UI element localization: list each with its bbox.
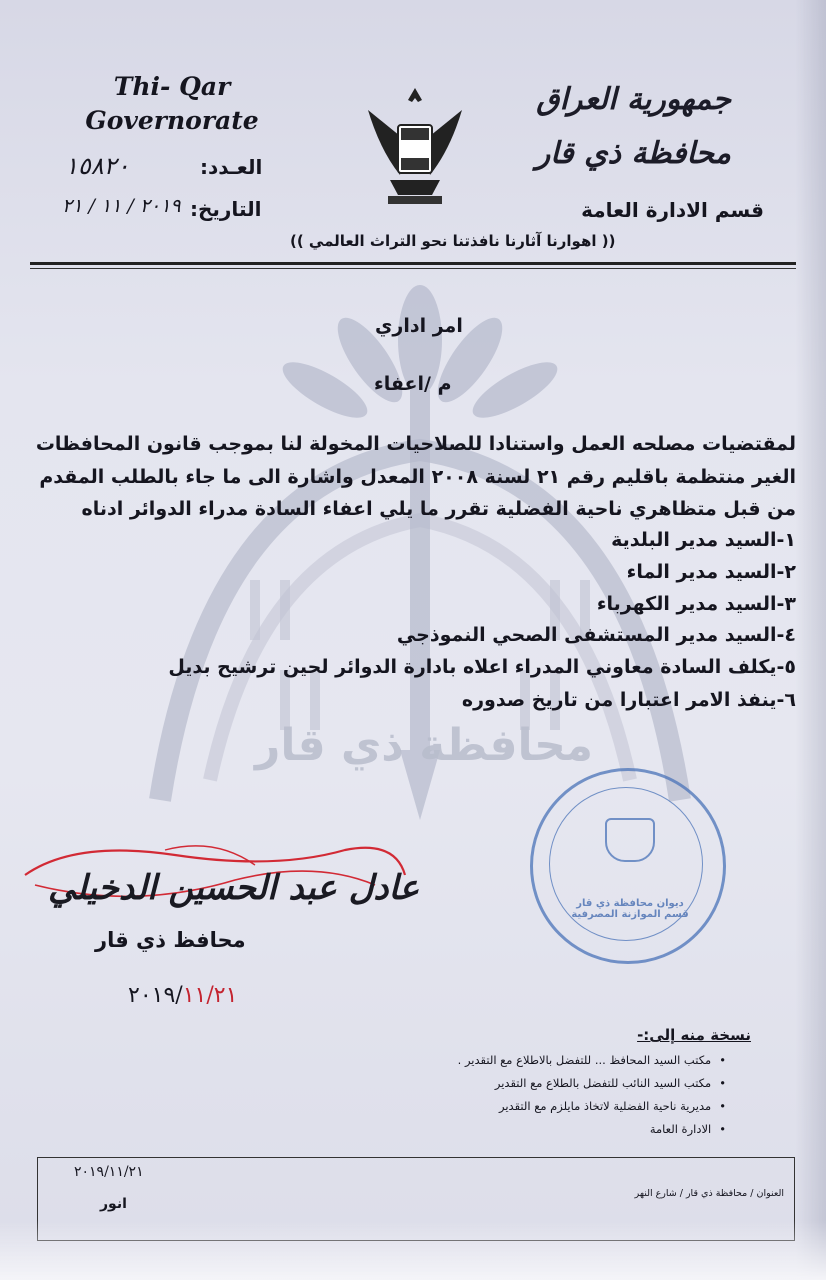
iraq-emblem-icon (360, 80, 470, 210)
order-item-1: ١-السيد مدير البلدية (611, 529, 796, 551)
signature-date: ٢٠١٩/١١/٢١ (128, 983, 238, 1008)
copy-item-4: • الادارة العامة (650, 1122, 726, 1136)
stamp-inner-ring (549, 787, 703, 941)
order-item-4: ٤-السيد مدير المستشفى الصحي النموذجي (396, 624, 796, 646)
header-governorate: محافظة ذي قار (535, 136, 731, 171)
order-item-6: ٦-ينفذ الامر اعتبارا من تاريخ صدوره (461, 689, 796, 711)
footer-date: ٢٠١٩/١١/٢١ (74, 1164, 144, 1180)
copy-item-3: • مديرية ناحية الفضلية لاتخاذ مايلزم مع التقدير (499, 1099, 726, 1113)
page-edge-shadow (796, 0, 826, 1280)
header-department: قسم الادارة العامة (581, 198, 764, 222)
footer-address: العنوان / محافظة ذي قار / شارع النهر (634, 1188, 784, 1199)
copy-item-2: • مكتب السيد النائب للتفضل بالطلاع مع التقدير (495, 1076, 726, 1090)
order-item-5: ٥-يكلف السادة معاوني المدراء اعلاه بادارة الدوائر لحين ترشيح بديل (168, 656, 796, 678)
header-rule-thin (30, 268, 796, 269)
body-line-3: من قبل متظاهري ناحية الفضلية تقرر ما يلي اعفاء السادة مدراء الدوائر ادناه (81, 498, 796, 520)
motto: (( اهوارنا آثارنا نافذتنا نحو التراث العالمي )) (290, 232, 616, 250)
stamp-eagle-icon (605, 818, 655, 862)
copies-heading: نسخة منه إلى:- (637, 1026, 751, 1044)
watermark-text: محافظة ذي قار (255, 720, 594, 771)
signature-date-day: ٢١ (213, 983, 238, 1008)
signature-date-month: ١١ (182, 983, 207, 1008)
date-label: التاريخ: (190, 197, 262, 221)
stamp-text: ديوان محافظة ذي قار قسم الموازنة المصرفية (571, 898, 689, 920)
signature-title: محافظ ذي قار (95, 928, 246, 952)
date-value: ٢٠١٩ / ١١ / ٢١ (62, 195, 181, 217)
copy-item-1: • مكتب السيد المحافظ ... للتفضل بالاطلاع مع التقدير . (458, 1053, 726, 1067)
order-item-3: ٣-السيد مدير الكهرباء (596, 593, 796, 615)
header-rule-thick (30, 262, 796, 265)
page-bottom-fold (0, 1220, 826, 1280)
header-en-line1: Thi- Qar (113, 72, 231, 101)
body-line-1: لمقتضيات مصلحه العمل واستنادا للصلاحيات المخولة لنا بموجب قانون المحافظات (35, 433, 796, 455)
order-item-2: ٢-السيد مدير الماء (626, 561, 796, 583)
number-value: ١٥٨٢٠ (65, 152, 130, 180)
order-subject: م /اعفاء (374, 373, 452, 395)
signature-name: عادل عبد الحسين الدخيلي (48, 868, 420, 908)
official-stamp (530, 768, 726, 964)
body-line-2: الغير منتظمة باقليم رقم ٢١ لسنة ٢٠٠٨ المعدل واشارة الى ما جاء بالطلب المقدم (39, 466, 796, 488)
signature-date-year: ٢٠١٩/ (128, 983, 183, 1008)
number-label: العـدد: (200, 155, 263, 179)
order-title: امر اداري (375, 315, 463, 337)
header-en-line2: Governorate (85, 106, 259, 135)
header-republic: جمهورية العراق (536, 82, 731, 117)
footer-name: انور (100, 1196, 127, 1212)
